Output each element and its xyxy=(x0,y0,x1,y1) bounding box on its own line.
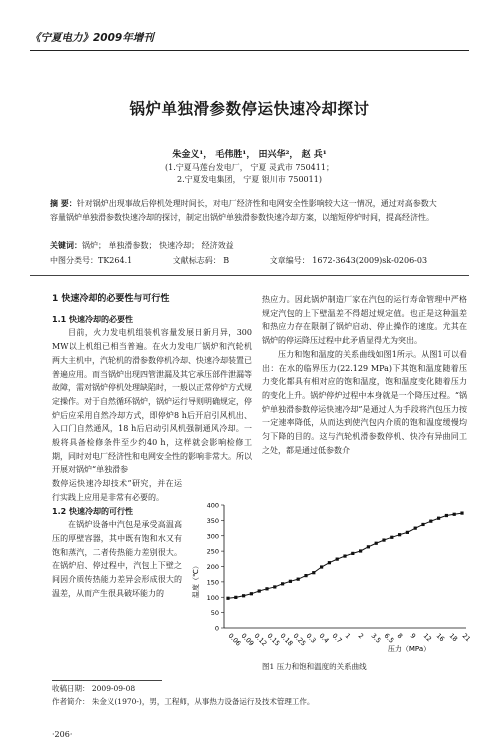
abstract-label: 摘 要： xyxy=(50,198,77,208)
page-number: ·206· xyxy=(52,730,73,739)
left-paragraph-1: 目前，火力发电机组装机容量发展日新月异，300 MW以上机组已相当普遍。在火力发电厂锅炉和汽轮机两大主机中，汽轮机的滑参数停机冷却、快速冷却装置已普遍应用。而当锅炉出现四管泄漏及其它承压部件泄漏等故障，需对锅炉停机处理缺陷时，一般以正常停炉方式规定操作。对于自然循环锅炉，锅炉运行导则明确规定，停炉后应采用自然冷却方式，即停炉8 h后开启引风机出、入口门自然通风，18 h后启动引风机强制通风冷却。一般将具备检修条件至少约40 h，这样就会影响检修工期，同时对电厂经济性和电网安全性的影响非常大。所以开展对锅炉“单独滑参 xyxy=(52,328,252,475)
abstract xyxy=(50,196,444,225)
data-point xyxy=(414,527,417,530)
x-tick-label: 0.4 xyxy=(317,631,331,645)
data-point xyxy=(445,514,448,517)
data-point xyxy=(460,511,463,514)
x-tick-label: 0.18 xyxy=(278,631,295,648)
y-tick-label: 200 xyxy=(206,563,219,571)
data-point xyxy=(242,594,245,597)
x-tick-label: 2 xyxy=(356,631,366,641)
left-narrow-block xyxy=(52,477,182,600)
y-ticks xyxy=(207,502,224,633)
right-paragraph-1: 热应力。因此锅炉制造厂家在汽包的运行寿命管理中严格规定汽包的上下壁温差不得超过规定值。也正是这种温差和热应力存在限制了锅炉启动、停止操作的速度。尤其在锅炉的停运降压过程中此矛盾显得尤为突出。 xyxy=(262,295,467,346)
y-tick-label: 350 xyxy=(206,516,219,525)
data-point xyxy=(258,589,261,592)
clc-code: 中图分类号：TK264.1 xyxy=(50,256,133,265)
right-column xyxy=(262,293,467,457)
section-1-1-heading: 1.1 快速冷却的必要性 xyxy=(52,314,133,324)
data-point xyxy=(429,520,432,523)
data-point xyxy=(398,533,401,536)
y-tick-label: 50 xyxy=(210,609,219,618)
x-tick-label: 18 xyxy=(447,631,460,644)
data-points xyxy=(226,511,463,599)
data-point xyxy=(328,561,331,564)
data-point xyxy=(297,578,300,581)
data-point xyxy=(351,552,354,555)
data-point xyxy=(250,592,253,595)
article-number: 文章编号： 1672-3643(2009)sk-0206-03 xyxy=(269,256,428,265)
data-point xyxy=(281,582,284,585)
y-tick-label: 100 xyxy=(206,593,219,602)
journal-header: 《宁夏电力》2009年增刊 xyxy=(30,32,154,44)
keywords xyxy=(50,240,234,251)
y-tick-label: 150 xyxy=(206,578,219,587)
data-point xyxy=(320,565,323,568)
data-point xyxy=(375,542,378,545)
x-tick-label: 16 xyxy=(434,631,447,644)
data-point xyxy=(304,574,307,577)
y-tick-label: 400 xyxy=(206,501,219,510)
data-point xyxy=(437,517,440,520)
y-tick-label: 250 xyxy=(206,547,219,556)
left-paragraph-1b: 数停运快速冷却技术”研究，并在运行实践上应用是非常有必要的。 xyxy=(52,479,182,502)
received-date: 收稿日期： 2009-09-08 xyxy=(52,684,136,693)
chart-axes xyxy=(224,505,466,628)
classification-codes xyxy=(50,255,465,266)
section-1-2-heading: 1.2 快速冷却的可行性 xyxy=(52,506,133,516)
header-rule xyxy=(30,50,469,51)
x-tick-label: 0.3 xyxy=(304,631,318,645)
footnote-rule xyxy=(52,680,162,681)
abstract-text: 针对锅炉出现事故后停机处理时间长，对电厂经济性和电网安全性影响较大这一情况，通过对高参数大容量锅炉单独滑参数快速冷却的探讨，制定出锅炉单独滑参数快速冷却方案，以缩短停炉时间，提高经济性。 xyxy=(50,199,437,222)
data-point xyxy=(226,597,229,600)
x-tick-label: 6.5 xyxy=(382,631,396,645)
x-tick-label: 0.7 xyxy=(330,631,344,645)
data-point xyxy=(421,523,424,526)
data-point xyxy=(406,531,409,534)
data-point xyxy=(234,596,237,599)
x-tick-label: 0.06 xyxy=(226,631,243,648)
x-tick-label: 8 xyxy=(395,631,405,641)
data-point xyxy=(273,585,276,588)
x-tick-label: 0.15 xyxy=(265,631,282,648)
authors: 朱金义¹， 毛伟胜¹， 田兴华²， 赵 兵¹ xyxy=(172,150,327,160)
data-point xyxy=(336,558,339,561)
x-axis-label: 压力（MPa） xyxy=(387,645,431,653)
x-tick-label: 21 xyxy=(460,631,473,644)
x-tick-label: 1 xyxy=(343,631,353,641)
data-point xyxy=(453,513,456,516)
left-paragraph-2: 在锅炉设备中汽包是承受高温高压的厚壁容器，其中既有饱和水又有饱和蒸汽，二者传热能力差别很大。在锅炉启、停过程中，汽包上下壁之间因介质传热能力差异会形成很大的温差，从而产生很具破坏能力的 xyxy=(52,520,182,598)
x-tick-label: 3.5 xyxy=(369,631,383,645)
abstract-rule xyxy=(30,275,469,276)
y-axis-label: 温度（℃） xyxy=(192,562,200,598)
author-intro: 作者简介： 朱金义(1970-)，男，工程师，从事热力设备运行及技术管理工作。 xyxy=(52,697,315,706)
data-point xyxy=(265,587,268,590)
document-code: 文献标志码： B xyxy=(172,256,230,265)
x-tick-label: 0.09 xyxy=(239,631,256,648)
section-1-heading: 1 快速冷却的必要性与可行性 xyxy=(52,294,170,304)
data-point xyxy=(289,580,292,583)
right-paragraph-2: 压力和饱和温度的关系曲线如图1所示。从图1可以看出：在水的临界压力(22.129 MPa)下其饱和温度随着压力变化都具有相对应的饱和温度，饱和温度变化随着压力的变化上升。锅炉停炉过程中本身就是一个降压过程。“锅炉单独滑参数停运快速冷却”是通过人为手段将汽包压力按一定速率降低，从而达到使汽包内介质的饱和温度缓慢均匀下降的目的。这与汽轮机滑参数停机、快冷有异曲同工之处，都是通过低参数介 xyxy=(262,349,467,455)
x-tick-label: 0.12 xyxy=(252,631,269,648)
keywords-label: 关键词： xyxy=(50,240,82,250)
x-tick-label: 12 xyxy=(421,631,434,644)
y-tick-label: 0 xyxy=(214,624,219,633)
data-point xyxy=(312,571,315,574)
data-point xyxy=(359,549,362,552)
paper-title: 锅炉单独滑参数停运快速冷却探讨 xyxy=(129,100,370,118)
pressure-temperature-chart xyxy=(184,500,474,655)
figure-caption: 图1 压力和饱和温度的关系曲线 xyxy=(262,662,367,671)
affiliation-1: (1.宁夏马莲台发电厂， 宁夏 灵武市 750411； xyxy=(165,163,334,172)
affiliation-2: 2.宁夏发电集团， 宁夏 银川市 750011) xyxy=(177,175,322,184)
y-tick-label: 300 xyxy=(206,532,219,541)
x-tick-label: 0.25 xyxy=(291,631,308,648)
x-ticks xyxy=(227,632,473,648)
data-point xyxy=(343,554,346,557)
keywords-text: 锅炉； 单独滑参数； 快速冷却； 经济效益 xyxy=(82,241,234,250)
data-point xyxy=(367,545,370,548)
x-tick-label: 9 xyxy=(408,631,418,641)
data-point xyxy=(382,538,385,541)
data-point xyxy=(390,536,393,539)
